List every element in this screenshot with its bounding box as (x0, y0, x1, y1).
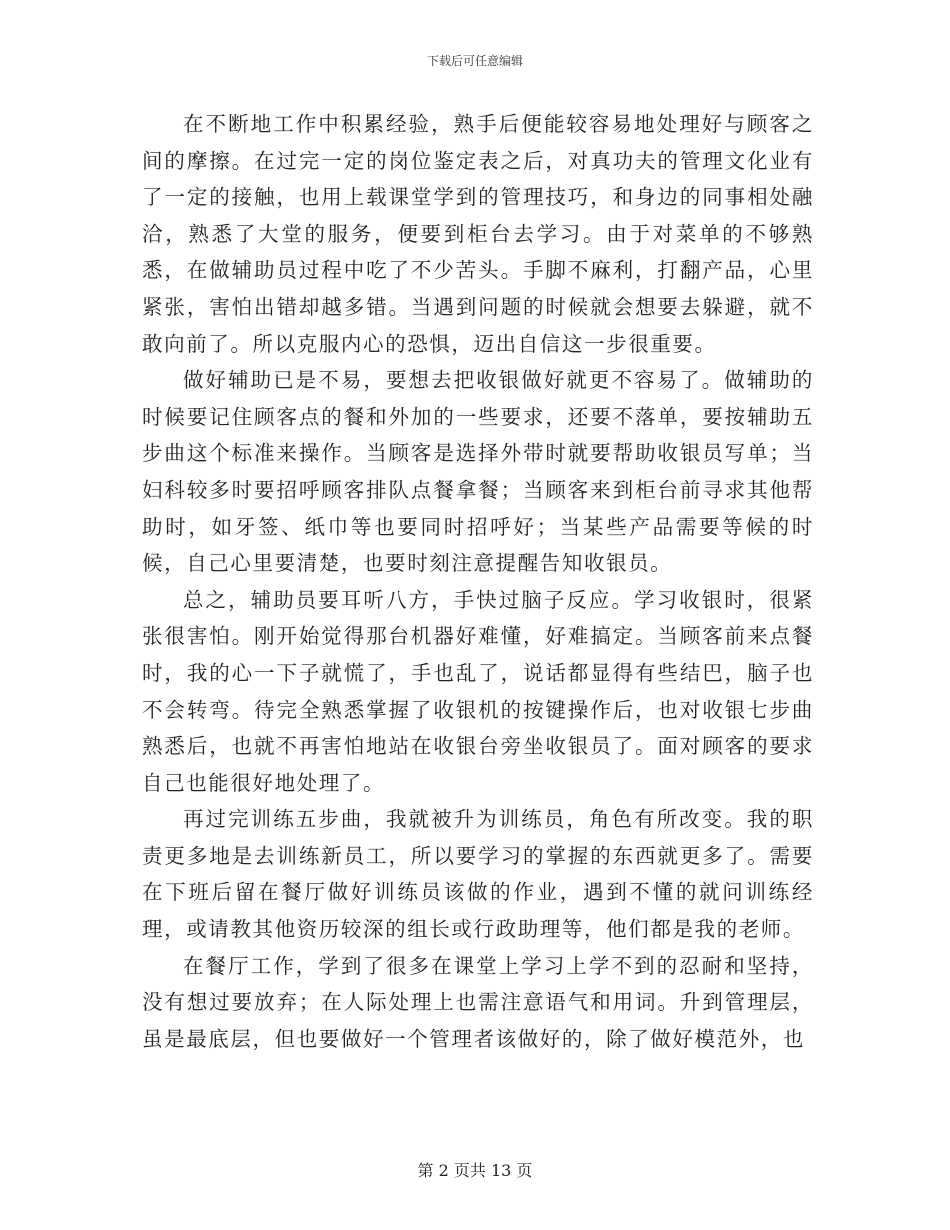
paragraph: 做好辅助已是不易，要想去把收银做好就更不容易了。做辅助的时候要记住顾客点的餐和外加的一些要求，还要不落单，要按辅助五步曲这个标准来操作。当顾客是选择外带时就要帮助收银员写单；当妇科较多时要招呼顾客排队点餐拿餐；当顾客来到柜台前寻求其他帮助时，如牙签、纸巾等也要同时招呼好；当某些产品需要等候的时候，自己心里要清楚，也要时刻注意提醒告知收银员。 (142, 368, 814, 576)
page-number-footer: 第 2 页共 13 页 (417, 1161, 533, 1180)
paragraph: 在不断地工作中积累经验，熟手后便能较容易地处理好与顾客之间的摩擦。在过完一定的岗位鉴定表之后，对真功夫的管理文化业有了一定的接触，也用上载课堂学到的管理技巧，和身边的同事相处融洽，熟悉了大堂的服务，便要到柜台去学习。由于对菜单的不够熟悉，在做辅助员过程中吃了不少苦头。手脚不麻利，打翻产品，心里紧张，害怕出错却越多错。当遇到问题的时候就会想要去躲避，就不敢向前了。所以克服内心的恐惧，迈出自信这一步很重要。 (142, 112, 814, 356)
document-body (142, 106, 814, 1057)
paragraph: 总之，辅助员要耳听八方，手快过脑子反应。学习收银时，很紧张很害怕。刚开始觉得那台机器好难懂，好难搞定。当顾客前来点餐时，我的心一下子就慌了，手也乱了，说话都显得有些结巴，脑子也不会转弯。待完全熟悉掌握了收银机的按键操作后，也对收银七步曲熟悉后，也就不再害怕地站在收银台旁坐收银员了。面对顾客的要求自己也能很好地处理了。 (142, 587, 814, 795)
paragraph: 再过完训练五步曲，我就被升为训练员，角色有所改变。我的职责更多地是去训练新员工，所以要学习的掌握的东西就更多了。需要在下班后留在餐厅做好训练员该做的作业，遇到不懂的就问训练经理，或请教其他资历较深的组长或行政助理等，他们都是我的老师。 (142, 807, 814, 942)
page-header: 下载后可任意编辑 (426, 54, 523, 68)
paragraph: 在餐厅工作，学到了很多在课堂上学习上学不到的忍耐和坚持，没有想过要放弃；在人际处理上也需注意语气和用词。升到管理层，虽是最底层，但也要做好一个管理者该做好的，除了做好模范外，也 (142, 953, 814, 1051)
